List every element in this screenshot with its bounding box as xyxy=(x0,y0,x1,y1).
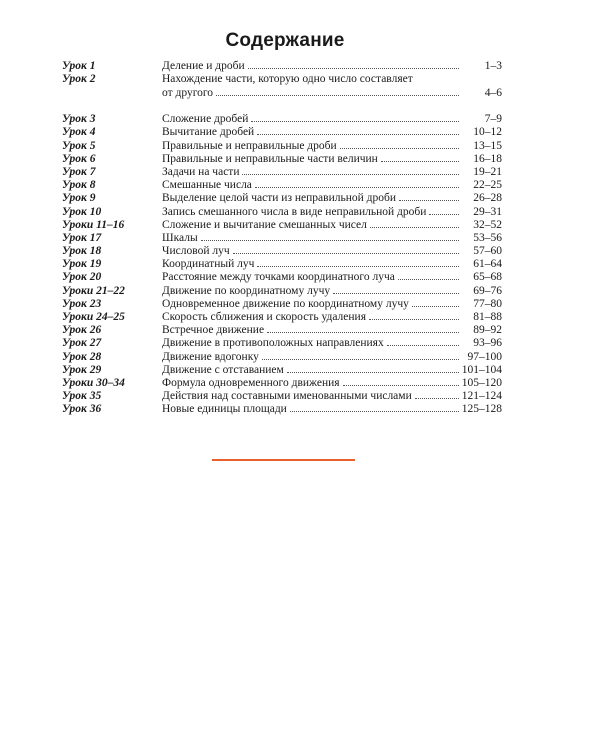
lesson-number: Урок 18 xyxy=(62,245,102,258)
toc-entry xyxy=(162,219,502,232)
lesson-number: Урок 5 xyxy=(62,139,96,152)
toc-entry xyxy=(162,126,502,139)
page-range: 93–96 xyxy=(473,337,502,350)
lesson-number: Урок 19 xyxy=(62,258,102,271)
dot-leader xyxy=(387,345,459,346)
dot-leader xyxy=(340,148,459,149)
toc-row xyxy=(62,364,502,377)
lesson-number: Урок 1 xyxy=(62,60,96,72)
page-range: 19–21 xyxy=(473,165,502,178)
toc-entry xyxy=(162,166,502,179)
toc-row xyxy=(62,140,502,153)
topic-title: Встречное движение xyxy=(162,324,265,337)
toc-entry xyxy=(162,337,502,350)
toc-entry xyxy=(162,271,502,284)
page-range: 22–25 xyxy=(473,179,502,192)
lesson-number: Уроки 21–22 xyxy=(62,284,125,297)
toc-entry xyxy=(162,377,502,390)
lesson-number: Урок 27 xyxy=(62,337,102,350)
page-range: 61–64 xyxy=(473,258,502,271)
page-range: 121–124 xyxy=(461,390,502,403)
topic-line xyxy=(162,60,502,73)
topic-title: Движение с отставанием xyxy=(162,363,284,376)
dot-leader xyxy=(415,398,459,399)
lesson-number: Урок 23 xyxy=(62,297,102,310)
dot-leader xyxy=(399,200,459,201)
topic-line xyxy=(162,73,502,86)
topic-title: от другого xyxy=(162,87,214,100)
lesson-number: Урок 26 xyxy=(62,324,102,337)
toc-row xyxy=(62,126,502,139)
topic-line xyxy=(162,364,502,377)
topic-line xyxy=(162,390,502,403)
topic-line xyxy=(162,87,502,100)
topic-line xyxy=(162,311,502,324)
topic-title: Вычитание дробей xyxy=(162,126,255,139)
toc-entry xyxy=(162,364,502,377)
toc-entry xyxy=(162,140,502,153)
dot-leader xyxy=(381,161,459,162)
lesson-number: Уроки 11–16 xyxy=(62,218,125,231)
topic-title: Смешанные числа xyxy=(162,179,252,192)
topic-line xyxy=(162,206,502,219)
toc-row xyxy=(62,113,502,126)
dot-leader xyxy=(370,227,459,228)
toc-row xyxy=(62,179,502,192)
toc-row xyxy=(62,192,502,205)
dot-leader xyxy=(216,95,459,96)
toc-entry xyxy=(162,324,502,337)
topic-line xyxy=(162,113,502,126)
dot-leader xyxy=(343,385,459,386)
toc-entry xyxy=(162,192,502,205)
toc-row xyxy=(62,311,502,324)
page-range: 1–3 xyxy=(484,60,502,72)
page-range: 10–12 xyxy=(473,126,502,139)
dot-leader xyxy=(255,187,459,188)
dot-leader xyxy=(262,359,459,360)
decorative-divider xyxy=(212,459,355,461)
topic-title: Формула одновременного движения xyxy=(162,376,340,389)
dot-leader xyxy=(369,319,459,320)
toc-row xyxy=(62,271,502,284)
page-range: 13–15 xyxy=(473,139,502,152)
topic-line xyxy=(162,337,502,350)
lesson-number: Урок 17 xyxy=(62,231,102,244)
page-range: 57–60 xyxy=(473,245,502,258)
toc-row xyxy=(62,153,502,166)
toc-row xyxy=(62,73,502,113)
topic-line xyxy=(162,179,502,192)
toc-row xyxy=(62,60,502,73)
toc-entry xyxy=(162,73,502,100)
page-range: 69–76 xyxy=(473,284,502,297)
page-range: 97–100 xyxy=(467,350,502,363)
page-range: 105–120 xyxy=(461,376,502,389)
topic-line xyxy=(162,166,502,179)
dot-leader xyxy=(242,174,459,175)
toc-entry xyxy=(162,206,502,219)
toc-row xyxy=(62,351,502,364)
topic-line xyxy=(162,271,502,284)
lesson-number: Урок 9 xyxy=(62,192,96,205)
toc-row xyxy=(62,403,502,416)
page-range: 4–6 xyxy=(484,87,502,100)
toc-row xyxy=(62,232,502,245)
toc-entry xyxy=(162,60,502,73)
toc-entry xyxy=(162,285,502,298)
lesson-number: Уроки 30–34 xyxy=(62,376,125,389)
toc-row xyxy=(62,324,502,337)
dot-leader xyxy=(251,121,459,122)
dot-leader xyxy=(290,411,459,412)
toc-entry xyxy=(162,298,502,311)
page-range: 125–128 xyxy=(461,403,502,416)
lesson-number: Уроки 24–25 xyxy=(62,311,125,323)
topic-line xyxy=(162,351,502,364)
topic-title: Запись смешанного числа в виде неправильной дроби xyxy=(162,205,427,218)
toc-entry xyxy=(162,232,502,245)
lesson-number: Урок 7 xyxy=(62,165,96,178)
topic-title: Сложение и вычитание смешанных чисел xyxy=(162,218,367,231)
topic-title: Координатный луч xyxy=(162,258,255,271)
page-range: 77–80 xyxy=(473,297,502,310)
page-range: 16–18 xyxy=(473,152,502,165)
lesson-number: Урок 6 xyxy=(62,152,96,165)
lesson-number: Урок 35 xyxy=(62,390,102,403)
dot-leader xyxy=(257,266,459,267)
page-range: 53–56 xyxy=(473,231,502,244)
topic-line xyxy=(162,324,502,337)
dot-leader xyxy=(398,279,459,280)
toc-row xyxy=(62,245,502,258)
toc-row xyxy=(62,298,502,311)
topic-title: Шкалы xyxy=(162,231,198,244)
topic-title: Деление и дроби xyxy=(162,60,245,72)
lesson-number: Урок 3 xyxy=(62,113,96,126)
lesson-number: Урок 2 xyxy=(62,73,96,86)
topic-line xyxy=(162,403,502,416)
topic-title: Действия над составными именованными числами xyxy=(162,390,412,403)
topic-title: Расстояние между точками координатного луча xyxy=(162,271,395,284)
toc-entry xyxy=(162,311,502,324)
topic-title: Выделение целой части из неправильной дроби xyxy=(162,192,397,205)
topic-title: Задачи на части xyxy=(162,165,240,178)
dot-leader xyxy=(233,253,459,254)
toc-row xyxy=(62,337,502,350)
topic-line xyxy=(162,192,502,205)
toc-entry xyxy=(162,153,502,166)
topic-title: Числовой луч xyxy=(162,245,230,258)
dot-leader xyxy=(257,134,459,135)
dot-leader xyxy=(248,68,459,69)
page-range: 32–52 xyxy=(473,218,502,231)
topic-line xyxy=(162,126,502,139)
topic-line xyxy=(162,298,502,311)
dot-leader xyxy=(333,293,459,294)
toc-row xyxy=(62,390,502,403)
toc-entry xyxy=(162,390,502,403)
topic-title: Правильные и неправильные дроби xyxy=(162,139,337,152)
toc-row xyxy=(62,258,502,271)
toc-row xyxy=(62,285,502,298)
dot-leader xyxy=(201,240,459,241)
topic-line xyxy=(162,140,502,153)
topic-line xyxy=(162,377,502,390)
topic-line xyxy=(162,219,502,232)
lesson-number: Урок 4 xyxy=(62,126,96,139)
topic-title: Сложение дробей xyxy=(162,113,249,126)
toc-row xyxy=(62,219,502,232)
topic-title: Движение в противоположных направлениях xyxy=(162,337,384,350)
toc-row xyxy=(62,206,502,219)
toc-entry xyxy=(162,113,502,126)
dot-leader xyxy=(267,332,459,333)
toc-entry xyxy=(162,245,502,258)
topic-line xyxy=(162,232,502,245)
page-range: 29–31 xyxy=(473,205,502,218)
page-range: 101–104 xyxy=(461,363,502,376)
lesson-number: Урок 8 xyxy=(62,179,96,192)
toc-entry xyxy=(162,179,502,192)
dot-leader xyxy=(287,372,459,373)
lesson-number: Урок 20 xyxy=(62,271,102,284)
lesson-number: Урок 36 xyxy=(62,403,102,416)
page-range: 89–92 xyxy=(473,324,502,337)
lesson-number: Урок 28 xyxy=(62,350,102,363)
topic-line xyxy=(162,153,502,166)
topic-line xyxy=(162,245,502,258)
topic-title: Правильные и неправильные части величин xyxy=(162,152,378,165)
lesson-number: Урок 10 xyxy=(62,205,102,218)
lesson-number: Урок 29 xyxy=(62,363,102,376)
page-range: 81–88 xyxy=(473,311,502,323)
topic-line xyxy=(162,258,502,271)
page-title: Содержание xyxy=(225,30,345,51)
table-of-contents xyxy=(62,60,502,417)
toc-row xyxy=(62,166,502,179)
page-range: 65–68 xyxy=(473,271,502,284)
topic-title-line1: Нахождение части, которую одно число составляет xyxy=(162,73,413,86)
dot-leader xyxy=(429,214,459,215)
topic-line xyxy=(162,285,502,298)
topic-title: Движение по координатному лучу xyxy=(162,284,331,297)
page-range: 26–28 xyxy=(473,192,502,205)
topic-title: Скорость сближения и скорость удаления xyxy=(162,311,366,323)
toc-row xyxy=(62,377,502,390)
dot-leader xyxy=(412,306,459,307)
topic-title: Новые единицы площади xyxy=(162,403,287,416)
toc-entry xyxy=(162,403,502,416)
toc-entry xyxy=(162,258,502,271)
toc-entry xyxy=(162,351,502,364)
page-range: 7–9 xyxy=(484,113,502,126)
topic-title: Движение вдогонку xyxy=(162,350,259,363)
topic-title: Одновременное движение по координатному лучу xyxy=(162,297,409,310)
